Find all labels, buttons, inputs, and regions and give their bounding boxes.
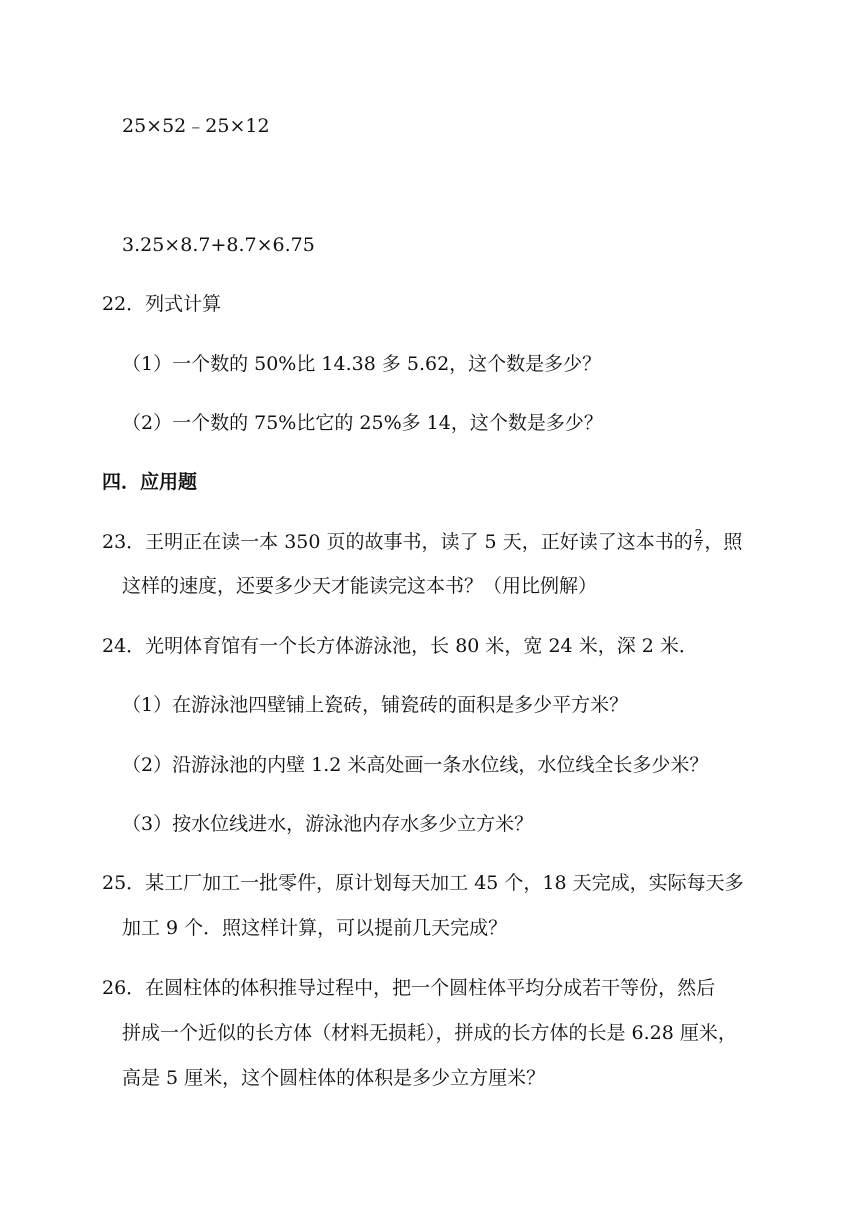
question-22-part-1: （1）一个数的 50%比 14.38 多 5.62，这个数是多少？ — [122, 353, 602, 375]
question-23-text-suffix: ，照 — [704, 531, 743, 553]
question-22-title: 22．列式计算 — [102, 293, 222, 315]
question-23-line-2: 这样的速度，还要多少天才能读完这本书？（用比例解） — [122, 575, 598, 597]
question-24-part-2: （2）沿游泳池的内壁 1.2 米高处画一条水位线，水位线全长多少米？ — [122, 754, 709, 776]
question-25-line-2: 加工 9 个．照这样计算，可以提前几天完成？ — [122, 917, 508, 939]
question-25-line-1: 25．某工厂加工一批零件，原计划每天加工 45 个，18 天完成，实际每天多 — [102, 872, 744, 894]
question-26-line-2: 拼成一个近似的长方体（材料无损耗），拼成的长方体的长是 6.28 厘米， — [122, 1022, 737, 1044]
calc-expression-2: 3.25×8.7+8.7×6.75 — [122, 234, 315, 256]
question-24-title: 24．光明体育馆有一个长方体游泳池，长 80 米，宽 24 米，深 2 米． — [102, 635, 698, 657]
fraction-denominator: 7 — [694, 539, 703, 554]
fraction-numerator: 2 — [694, 526, 703, 541]
section-4-heading: 四．应用题 — [102, 471, 198, 493]
fraction-two-sevenths — [694, 528, 704, 553]
question-26-line-3: 高是 5 厘米，这个圆柱体的体积是多少立方厘米？ — [122, 1067, 546, 1089]
calc-expression-1: 25×52﹣25×12 — [122, 115, 270, 137]
question-23-line-1 — [102, 526, 743, 556]
question-24-part-1: （1）在游泳池四壁铺上瓷砖，铺瓷砖的面积是多少平方米？ — [122, 694, 629, 716]
question-22-part-2: （2）一个数的 75%比它的 25%多 14，这个数是多少？ — [122, 412, 603, 434]
question-24-part-3: （3）按水位线进水，游泳池内存水多少立方米？ — [122, 813, 534, 835]
question-26-line-1: 26．在圆柱体的体积推导过程中，把一个圆柱体平均分成若干等份，然后 — [102, 977, 716, 999]
question-23-text: 23．王明正在读一本 350 页的故事书，读了 5 天，正好读了这本书的 — [102, 531, 693, 553]
